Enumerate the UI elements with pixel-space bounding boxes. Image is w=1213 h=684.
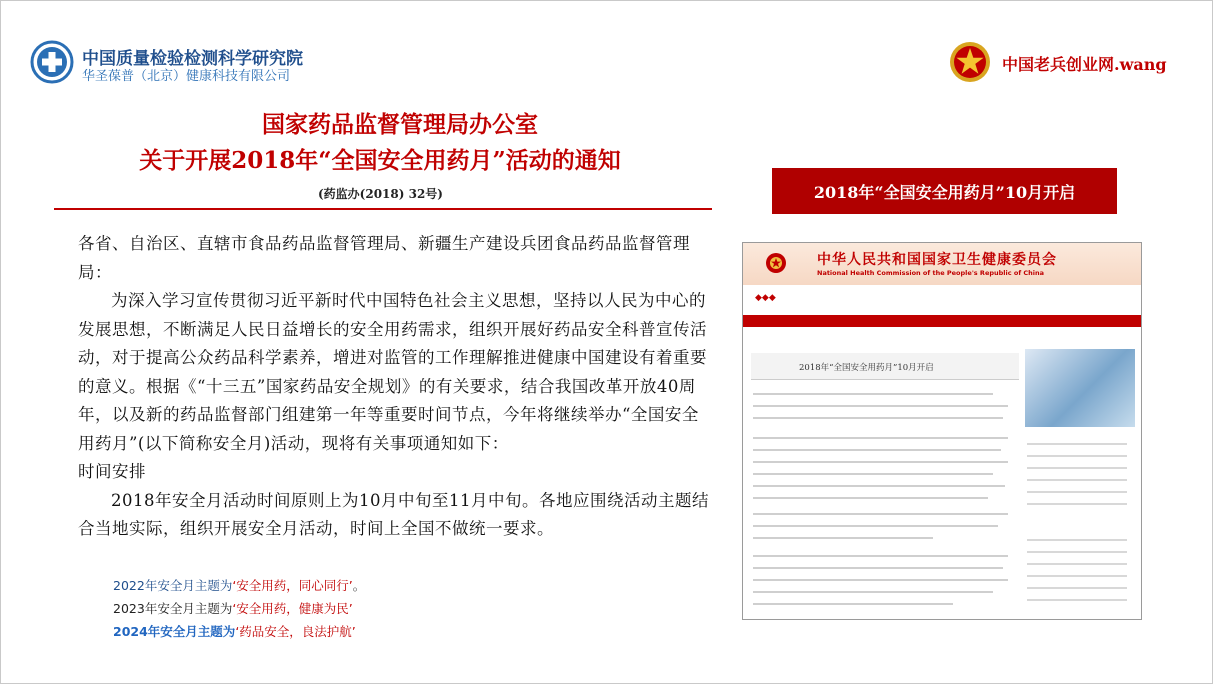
thumbnail-sidebar — [1025, 335, 1135, 615]
thumbnail-sidebar-line — [1027, 491, 1127, 493]
thumbnail-text-line — [753, 591, 993, 593]
body-paragraph: 为深入学习宣传贯彻习近平新时代中国特色社会主义思想，坚持以人民为中心的发展思想，不断满足人民日益增长的安全用药需求，组织开展好药品安全科普宣传活动，对于提高公众药品科学素养，增进对监管的工作理解推进健康中国建设有着重要的意义。根据《“十三五”国家药品安全规划》的有关要求，结合我国改革开放40周年，以及新的药品监督部门组建第一年等重要时间节点，今年将继续举办“全国安全用药月”(以下简称安全月)活动，现将有关事项通知如下： — [78, 291, 707, 453]
thumbnail-sidebar-line — [1027, 587, 1127, 589]
thumbnail-sidebar-line — [1027, 575, 1127, 577]
thumbnail-text-line — [753, 461, 1008, 463]
thumbnail-sidebar-line — [1027, 479, 1127, 481]
thumbnail-text-line — [753, 405, 1008, 407]
thumbnail-text-line — [753, 417, 1003, 419]
thumbnail-nav-bar — [743, 315, 1141, 327]
webpage-screenshot — [742, 242, 1142, 620]
red-star-emblem-icon — [948, 40, 992, 84]
thumbnail-text-line — [753, 473, 993, 475]
theme-list — [113, 574, 365, 643]
institute-logo-icon — [30, 40, 74, 84]
thumbnail-text-line — [753, 525, 998, 527]
theme-item-2024 — [113, 620, 365, 643]
notice-body — [78, 230, 710, 544]
thumbnail-sidebar-line — [1027, 551, 1127, 553]
thumbnail-sidebar-line — [1027, 467, 1127, 469]
theme-prefix: 年安全月主题为 — [144, 578, 233, 593]
institute-subtitle: 华圣葆普（北京）健康科技有限公司 — [82, 69, 291, 84]
thumbnail-text-line — [753, 437, 1008, 439]
thumbnail-text-line — [753, 603, 953, 605]
thumbnail-sidebar-image — [1025, 349, 1135, 427]
thumbnail-site-title: 中华人民共和国国家卫生健康委员会 — [817, 252, 1057, 268]
thumbnail-text-line — [753, 537, 933, 539]
theme-slogan: ‘安全用药，同心同行’ — [232, 578, 353, 593]
theme-item-2022 — [113, 574, 365, 597]
thumbnail-text-line — [753, 449, 1001, 451]
thumbnail-text-line — [753, 567, 1003, 569]
thumbnail-text-line — [753, 485, 1005, 487]
theme-year: 2024 — [113, 624, 148, 639]
theme-suffix: 。 — [352, 578, 366, 593]
thumbnail-text-line — [753, 555, 1008, 557]
brand-name: 中国老兵创业网.wang — [1002, 55, 1167, 74]
thumbnail-text-line — [753, 513, 1008, 515]
thumbnail-subheader — [743, 285, 1141, 315]
thumbnail-article-title: 2018年“全国安全用药月”10月开启 — [799, 363, 934, 373]
section-heading: 时间安排 — [78, 462, 146, 481]
theme-prefix: 年安全月主题为 — [147, 624, 236, 639]
document-number: (药监办(2018) 32号) — [318, 187, 443, 201]
thumbnail-site-logo-icon: ◆◆◆ — [755, 293, 776, 303]
theme-slogan: ‘安全用药，健康为民’ — [232, 601, 353, 616]
thumbnail-sidebar-line — [1027, 563, 1127, 565]
notice-title-line1: 国家药品监督管理局办公室 — [262, 111, 538, 138]
thumbnail-sidebar-line — [1027, 443, 1127, 445]
thumbnail-sidebar-line — [1027, 503, 1127, 505]
theme-year: 2022 — [113, 578, 145, 593]
thumbnail-text-line — [753, 579, 1008, 581]
thumbnail-site-title-en: National Health Commission of the People's Republic of China — [817, 269, 1045, 277]
thumbnail-text-line — [753, 497, 988, 499]
thumbnail-sidebar-line — [1027, 455, 1127, 457]
thumbnail-sidebar-line — [1027, 599, 1127, 601]
notice-title-line2: 关于开展2018年“全国安全用药月”活动的通知 — [139, 147, 621, 174]
theme-slogan: ‘药品安全，良法护航’ — [235, 624, 356, 639]
salutation: 各省、自治区、直辖市食品药品监督管理局、新疆生产建设兵团食品药品监督管理局： — [78, 234, 690, 282]
theme-year: 2023 — [113, 601, 145, 616]
thumbnail-sidebar-line — [1027, 539, 1127, 541]
body-paragraph-schedule: 2018年安全月活动时间原则上为10月中旬至11月中旬。各地应围绕活动主题结合当地实际，组织开展安全月活动，时间上全国不做统一要求。 — [78, 490, 709, 538]
institute-name: 中国质量检验检测科学研究院 — [82, 49, 303, 69]
red-divider — [54, 208, 712, 210]
theme-item-2023 — [113, 597, 365, 620]
theme-prefix: 年安全月主题为 — [144, 601, 233, 616]
event-banner: 2018年“全国安全用药月”10月开启 — [772, 168, 1117, 214]
national-emblem-icon — [765, 251, 787, 275]
thumbnail-text-line — [753, 393, 993, 395]
